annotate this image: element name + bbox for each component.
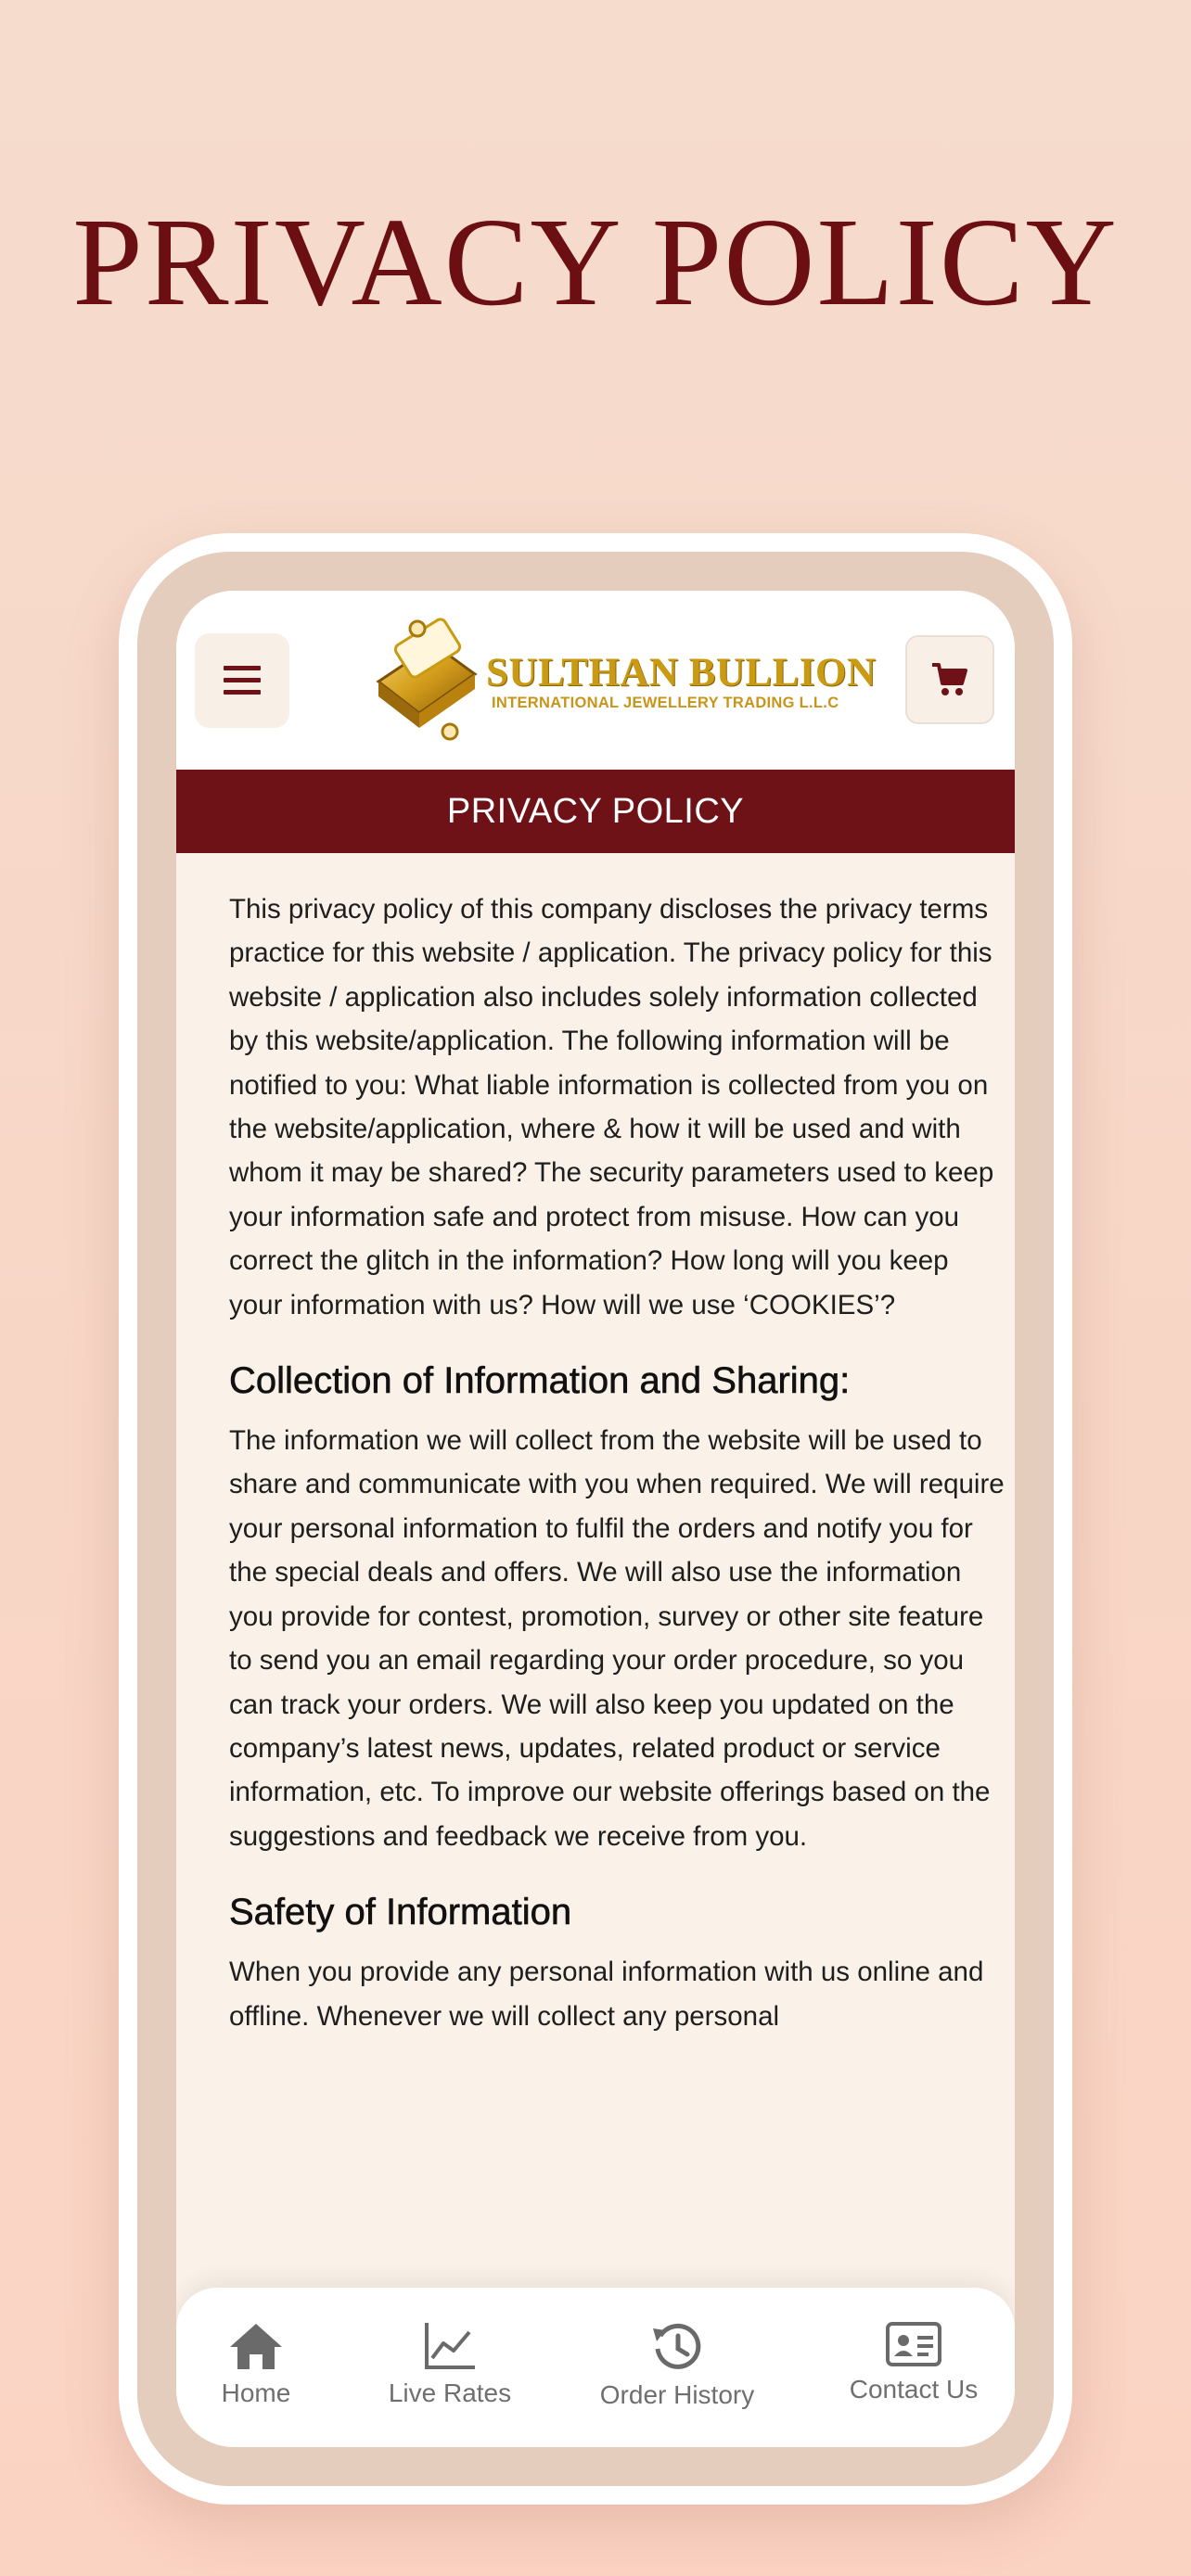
line-chart-icon [423, 2321, 477, 2371]
nav-order-history-label: Order History [599, 2380, 755, 2409]
policy-content [229, 887, 1005, 2038]
brand-logo[interactable] [362, 617, 881, 746]
intro-paragraph: This privacy policy of this company discloses the privacy terms practice for this website / application. The privacy policy for this website / application also includes solely information collected by this website/application. The following information will be notified to you: What liable information is collected from you on the website/application, where & how it will be used and with whom it may be shared? The security parameters used to keep your information safe and protect from misuse. How can you correct the glitch in the information? How long will you keep your information with us? How will we use ‘COOKIES’? [229, 894, 994, 1320]
phone-bezel [137, 552, 1054, 2486]
section-body-safety: When you provide any personal information with us online and offline. Whenever we will collect any personal [229, 1957, 984, 2032]
nav-home-label: Home [221, 2378, 291, 2407]
brand-tagline: INTERNATIONAL JEWELLERY TRADING L.L.C [492, 695, 839, 711]
contact-card-icon [885, 2321, 942, 2367]
nav-live-rates[interactable] [380, 2321, 519, 2408]
section-heading-collection: Collection of Information and Sharing: [229, 1360, 851, 1402]
hero-title: PRIVACY POLICY [72, 193, 1119, 332]
app-header [176, 591, 1015, 769]
nav-order-history[interactable] [584, 2321, 770, 2410]
hamburger-menu-icon [222, 660, 263, 701]
nav-contact-us[interactable] [835, 2321, 992, 2404]
gold-bar-logo-icon [362, 617, 492, 746]
page-banner [176, 770, 1015, 853]
nav-contact-us-label: Contact Us [849, 2375, 979, 2404]
section-heading-safety: Safety of Information [229, 1892, 572, 1933]
cart-button[interactable] [905, 635, 994, 724]
brand-name: SULTHAN BULLION [486, 651, 877, 695]
section-body-collection: The information we will collect from the website will be used to share and communicate with you when required. We will require your personal information to fulfil the orders and notify you for the special deals and offers. We will also use the information you provide for contest, promotion, survey or other site feature to send you an email regarding your order procedure, so you can track your orders. We will also keep you updated on the company’s latest news, updates, related product or service information, etc. To improve our website offerings based on the suggestions and feedback we receive from you. [229, 1425, 1005, 1852]
phone-frame [119, 533, 1072, 2505]
menu-button[interactable] [195, 633, 289, 728]
app-screen [176, 591, 1015, 2447]
history-icon [650, 2321, 704, 2373]
nav-live-rates-label: Live Rates [388, 2378, 512, 2407]
page-title: PRIVACY POLICY [446, 791, 745, 831]
home-icon [228, 2321, 284, 2371]
bottom-navigation [176, 2288, 1015, 2447]
nav-home[interactable] [191, 2321, 321, 2408]
shopping-cart-icon [930, 661, 969, 698]
